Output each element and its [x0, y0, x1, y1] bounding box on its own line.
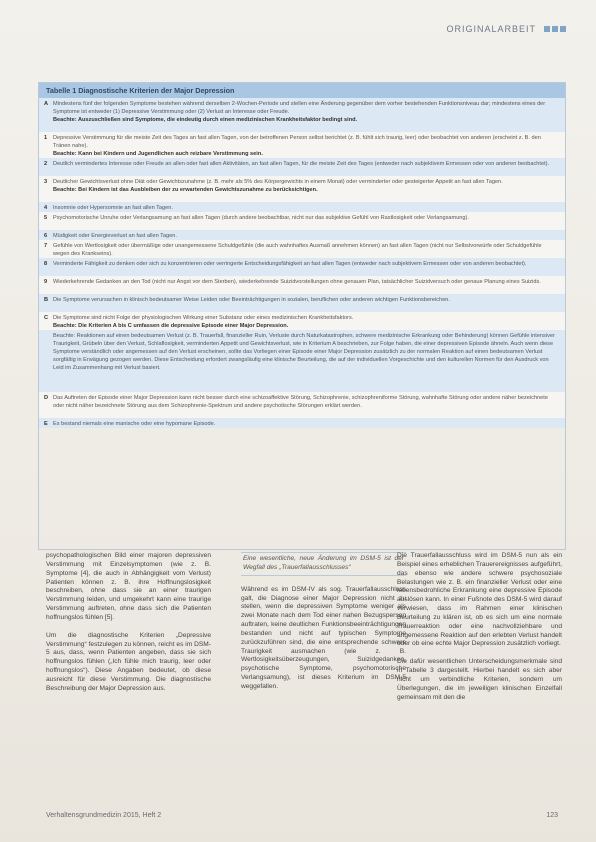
table-row: [39, 418, 565, 428]
table-row: [39, 312, 565, 330]
table-row: [39, 276, 565, 294]
criteria-table: [38, 82, 566, 550]
table-row: [39, 330, 565, 392]
body-column-1: [46, 552, 211, 703]
criterion-note: Beachte: Auszuschließen sind Symptome, die eindeutig durch einen medizinischen Krankheitsfaktor bedingt sind.: [53, 117, 358, 123]
body-column-3: [397, 552, 562, 712]
criterion-note: Beachte: Die Kriterien A bis C umfassen die depressive Episode einer Major Depression.: [53, 323, 289, 329]
criterion-id: E: [44, 421, 48, 427]
criterion-text: Mindestens fünf der folgenden Symptome bestehen während derselben 2-Wochen-Periode und stellen eine Änderung gegenüber dem vorher bestehenden Funktionsniveau dar; mindestens eines der Symptome ist entweder (1) Depressive Verstimmung oder (2) Verlust an Interesse oder Freude.: [53, 101, 546, 115]
criterion-text: Beachte: Reaktionen auf einen bedeutsamen Verlust (z. B. Trauerfall, finanzieller Ruin, Verluste durch Naturkatastrophen, schwere medizinische Erkrankung oder Behinderung) können Gefühle intensiver Traurigkeit, Grübeln über den Verlust, Schlaflosigkeit, verminderten Appetit und Gewichtsverlust, wie in Kriterium A beschrieben, zur Folge haben, die einer depressiven Episode ähneln. Auch wenn diese Symptome verständlich oder angemessen auf den Verlust erscheinen, sollte das Vorliegen einer Episode einer Major Depression zusätzlich zu der normalen Reaktion auf einen bedeutsamen Verlust sorgfältig in Erwägung gezogen werden. Diese Entscheidung erfordert zwangsläufig eine klinische Beurteilung, die auf der individuellen Vorgeschichte und den kulturellen Normen für den Ausdruck von Leid im Zusammenhang mit Verlust basiert.: [53, 333, 555, 371]
table-row: [39, 202, 565, 212]
paragraph: psychopathologischen Bild einer majoren depressiven Verstimmung mit Einzelsymptomen (wie z. B. Symptome [4], die auch in Abhängigkeit vom Verlust) Patienten können z. B. ihre Hoffnungslosigkeit beschreiben, ohne dass sie an einer traurigen Verstimmung leiden, und umgekehrt kann eine traurige Verstimmung auftreten, ohne dass sich die Patienten hoffnungslos fühlen [5].: [46, 552, 211, 621]
criterion-id: B: [44, 297, 49, 303]
criterion-note: Beachte: Kann bei Kindern und Jugendlichen auch reizbare Verstimmung sein.: [53, 151, 263, 157]
criterion-text: Insomnie oder Hypersomnie an fast allen Tagen.: [53, 205, 173, 211]
table-row: [39, 212, 565, 230]
criterion-id: D: [44, 395, 49, 401]
criterion-text: Die Symptome sind nicht Folge der physiologischen Wirkung einer Substanz oder eines medizinischen Krankheitsfaktors.: [53, 315, 354, 321]
criterion-id: A: [44, 101, 49, 107]
criterion-text: Es bestand niemals eine manische oder eine hypomane Episode.: [53, 421, 216, 427]
criterion-id: 9: [44, 279, 48, 285]
criterion-text: Gefühle von Wertlosigkeit oder übermäßige oder unangemessene Schuldgefühle (die auch wahnhaftes Ausmaß annehmen können) an fast allen Tagen (nicht nur Selbstvorwürfe oder Schuldgefühle wegen des Krankseins).: [53, 243, 542, 257]
criterion-text: Verminderte Fähigkeit zu denken oder sich zu konzentrieren oder verringerte Entscheidungsfähigkeit an fast allen Tagen (entweder nach subjektivem Ermessen oder von anderen beobachtet).: [53, 261, 527, 267]
criterion-text: Depressive Verstimmung für die meiste Zeit des Tages an fast allen Tagen, von der betroffenen Person selbst berichtet (z. B. fühlt sich traurig, leer) oder beobachtet von anderen (erscheint z. B. den Tränen nahe).: [53, 135, 541, 149]
criterion-id: C: [44, 315, 49, 321]
criterion-text: Deutlicher Gewichtsverlust ohne Diät oder Gewichtszunahme (z. B. mehr als 5% des Körpergewichts in einem Monat) oder verminderter oder gesteigerter Appetit an fast allen Tagen.: [53, 179, 503, 185]
criterion-id: 7: [44, 243, 48, 249]
pull-quote: Eine wesentliche, neue Änderung im DSM-5 ist der Wegfall des „Trauerfallausschlusses“: [241, 552, 406, 576]
criterion-text: Psychomotorische Unruhe oder Verlangsamung an fast allen Tagen (durch andere beobachtbar, nicht nur das subjektive Gefühl von Rastlosigkeit oder Verlangsamung).: [53, 215, 469, 221]
criterion-note: Beachte: Bei Kindern ist das Ausbleiben der zu erwartenden Gewichtszunahme zu berücksichtigen.: [53, 187, 318, 193]
criterion-id: 4: [44, 205, 48, 211]
paragraph: Um die diagnostische Kriterien „Depressive Verstimmung“ festzulegen zu können, reicht es im DSM-5 aus, dass, wenn Patienten angeben, dass sie sich hoffnungslos fühlen („Ich fühle mich traurig, leer oder hoffnungslos“). Diese Angaben bedeutet, ob diese ausreicht für diese Verstimmung. Die diagnostische Beschreibung der Major Depression aus.: [46, 631, 211, 692]
criterion-text: Deutlich vermindertes Interesse oder Freude an allen oder fast allen Aktivitäten, an fast allen Tagen, für die meiste Zeit des Tages (entweder nach subjektivem Ermessen oder von anderen beobachtet).: [53, 161, 550, 167]
criterion-text: Das Auftreten der Episode einer Major Depression kann nicht besser durch eine schizoaffektive Störung, Schizophrenie, schizophreniforme Störung, wahnhafte Störung oder andere näher bezeichnete oder nicht näher bezeichnete Störung aus dem Schizophrenie-Spektrum und andere psychotische Störungen erklärt werden.: [53, 395, 548, 409]
criterion-id: 1: [44, 135, 48, 141]
criterion-id: 2: [44, 161, 48, 167]
section-label: ORIGINALARBEIT: [446, 24, 536, 34]
criterion-text: Müdigkeit oder Energieverlust an fast allen Tagen.: [53, 233, 177, 239]
page-number: 123: [546, 812, 558, 819]
table-row: [39, 230, 565, 240]
table-title: Tabelle 1 Diagnostische Kriterien der Major Depression: [39, 83, 565, 98]
paragraph: Während es im DSM-IV als sog. Trauerfallausschluss galt, die Diagnose einer Major Depression nicht zu stellen, wenn die depressiven Symptome weniger als zwei Monate nach dem Tod einer nahen Bezugsperson auftraten, keine deutlichen Funktionsbeeinträchtigungen bestanden und nicht auf typischen Symptome zurückzuführen sind, die eine entsprechende schwere Traurigkeit ausmachen (wie z. B. Wertlosigkeitsüberzeugungen, Suizidgedanken, psychotische Symptome, psychomotorische Verlangsamung), ist dieses Kriterium im DSM-5 weggefallen.: [241, 585, 406, 690]
criterion-text: Die Symptome verursachen in klinisch bedeutsamer Weise Leiden oder Beeinträchtigungen in sozialen, beruflichen oder anderen wichtigen Funktionsbereichen.: [53, 297, 450, 303]
journal-footer: Verhaltensgrundmedizin 2015, Heft 2: [46, 812, 162, 819]
table-row: [39, 132, 565, 158]
section-marker-icon: [544, 26, 566, 32]
body-column-2: [241, 552, 406, 701]
table-row: [39, 98, 565, 132]
criterion-id: 8: [44, 261, 48, 267]
table-row: [39, 158, 565, 176]
criterion-id: 6: [44, 233, 48, 239]
table-row: [39, 294, 565, 312]
criterion-id: 3: [44, 179, 48, 185]
table-row: [39, 240, 565, 258]
criterion-text: Wiederkehrende Gedanken an den Tod (nicht nur Angst vor dem Sterben), wiederkehrende Suizidvorstellungen ohne genauen Plan, tatsächlicher Suizidversuch oder genaue Planung eines Suizids.: [53, 279, 541, 285]
table-row: [39, 392, 565, 418]
criterion-id: 5: [44, 215, 48, 221]
paragraph: Die Trauerfallausschluss wird im DSM-5 nun als ein Beispiel eines erheblichen Trauerereignisses aufgeführt, das ebenso wie andere schwere psychosoziale Belastungen wie z. B. ein finanzieller Verlust oder eine lebensbedrohliche Erkrankung eine depressive Episode auslösen kann. In einer Fußnote des DSM-5 wird darauf verwiesen, dass im Rahmen einer klinischen Beurteilung zu klären ist, ob es sich um eine normale Trauerreaktion oder eine nachvollziehbare und angemessene Reaktion auf den erlebten Verlust handelt oder ob eine echte Major Depression zusätzlich vorliegt.: [397, 552, 562, 648]
table-row: [39, 176, 565, 202]
table-row: [39, 258, 565, 276]
paragraph: Die dafür wesentlichen Unterscheidungsmerkmale sind in Tabelle 3 dargestellt. Hierbei handelt es sich aber nicht um verbindliche Kriterien, sondern um Überlegungen, die im jeweiligen klinischen Einzelfall gemeinsam mit den die: [397, 658, 562, 701]
